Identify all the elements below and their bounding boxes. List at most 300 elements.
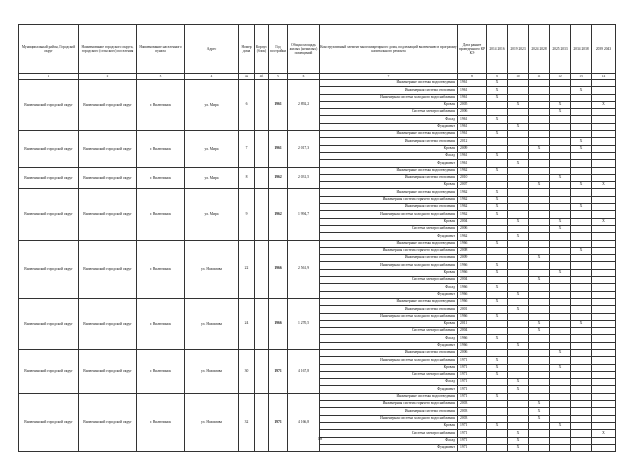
period-mark-cell bbox=[571, 291, 592, 298]
period-mark-cell bbox=[550, 408, 571, 415]
repair-date-cell: 1971 bbox=[458, 444, 487, 451]
period-mark-cell bbox=[571, 313, 592, 320]
repair-date-cell: 1966 bbox=[458, 291, 487, 298]
repair-date-cell: 1961 bbox=[458, 116, 487, 123]
repair-date-cell: 2003 bbox=[458, 401, 487, 408]
period-mark-cell: X bbox=[487, 284, 508, 291]
period-mark-cell bbox=[592, 138, 616, 145]
period-mark-cell bbox=[487, 444, 508, 451]
period-mark-cell bbox=[508, 152, 529, 159]
element-name-cell: Инженерные системы водоотведения bbox=[320, 240, 458, 247]
block-cell bbox=[255, 167, 269, 189]
build-year-cell: 1971 bbox=[269, 349, 288, 393]
period-mark-cell bbox=[487, 160, 508, 167]
period-mark-cell bbox=[529, 444, 550, 451]
period-mark-cell bbox=[529, 218, 550, 225]
period-mark-cell bbox=[508, 182, 529, 189]
repair-date-cell: 2006 bbox=[458, 109, 487, 116]
table-row bbox=[19, 189, 616, 196]
period-mark-cell bbox=[592, 116, 616, 123]
period-mark-cell bbox=[487, 415, 508, 422]
period-mark-cell bbox=[508, 401, 529, 408]
period-mark-cell bbox=[550, 123, 571, 130]
period-mark-cell bbox=[508, 94, 529, 101]
period-mark-cell bbox=[529, 80, 550, 87]
period-mark-cell: X bbox=[571, 182, 592, 189]
period-mark-cell bbox=[550, 284, 571, 291]
period-mark-cell bbox=[550, 80, 571, 87]
build-year-cell: 1966 bbox=[269, 240, 288, 298]
period-mark-cell bbox=[550, 196, 571, 203]
period-mark-cell bbox=[592, 160, 616, 167]
repair-date-cell: 1962 bbox=[458, 211, 487, 218]
period-mark-cell: X bbox=[487, 371, 508, 378]
block-cell bbox=[255, 80, 269, 131]
period-mark-cell bbox=[571, 306, 592, 313]
period-mark-cell bbox=[508, 167, 529, 174]
period-mark-cell bbox=[571, 422, 592, 429]
period-mark-cell bbox=[508, 313, 529, 320]
period-mark-cell bbox=[571, 189, 592, 196]
period-mark-cell: X bbox=[592, 182, 616, 189]
period-mark-cell bbox=[571, 298, 592, 305]
period-mark-cell bbox=[592, 335, 616, 342]
period-mark-cell bbox=[571, 218, 592, 225]
period-mark-cell bbox=[571, 371, 592, 378]
column-header: Адрес bbox=[185, 25, 239, 74]
element-name-cell: Фундамент bbox=[320, 160, 458, 167]
period-mark-cell: X bbox=[508, 123, 529, 130]
capital-repair-table bbox=[18, 24, 616, 452]
period-mark-cell bbox=[529, 240, 550, 247]
column-header: 2024 2028 bbox=[529, 25, 550, 74]
column-header: 2039 2043 bbox=[592, 25, 616, 74]
district-cell: Вилючинский городской округ bbox=[19, 393, 79, 451]
period-mark-cell: X bbox=[571, 145, 592, 152]
block-cell bbox=[255, 393, 269, 451]
period-mark-cell bbox=[592, 393, 616, 400]
repair-date-cell: 1971 bbox=[458, 371, 487, 378]
period-mark-cell bbox=[571, 233, 592, 240]
period-mark-cell bbox=[487, 291, 508, 298]
period-mark-cell bbox=[508, 393, 529, 400]
column-header: Муниципальный район, Городской округ bbox=[19, 25, 79, 74]
period-mark-cell bbox=[592, 364, 616, 371]
repair-date-cell: 2007 bbox=[458, 182, 487, 189]
period-mark-cell: X bbox=[529, 182, 550, 189]
period-mark-cell bbox=[550, 240, 571, 247]
period-mark-cell bbox=[571, 349, 592, 356]
house-number-cell: 32 bbox=[239, 393, 255, 451]
repair-date-cell: 2001 bbox=[458, 306, 487, 313]
period-mark-cell bbox=[529, 189, 550, 196]
repair-date-cell: 2004 bbox=[458, 328, 487, 335]
element-name-cell: Инженерная система отопления bbox=[320, 255, 458, 262]
address-cell: ул. Нахимова bbox=[185, 240, 239, 298]
period-mark-cell bbox=[571, 408, 592, 415]
period-mark-cell: X bbox=[487, 152, 508, 159]
element-name-cell: Инженерные системы водоотведения bbox=[320, 298, 458, 305]
period-mark-cell bbox=[592, 262, 616, 269]
column-number: 9 bbox=[487, 74, 508, 80]
settlement-cell: Вилючинский городской округ bbox=[79, 189, 137, 240]
element-name-cell: Фундамент bbox=[320, 342, 458, 349]
period-mark-cell bbox=[487, 123, 508, 130]
period-mark-cell: X bbox=[487, 94, 508, 101]
locality-cell: г. Вилючинск bbox=[137, 189, 185, 240]
period-mark-cell bbox=[592, 211, 616, 218]
period-mark-cell bbox=[550, 320, 571, 327]
repair-date-cell: 1971 bbox=[458, 379, 487, 386]
period-mark-cell: X bbox=[550, 174, 571, 181]
period-mark-cell bbox=[592, 80, 616, 87]
period-mark-cell bbox=[571, 401, 592, 408]
header-row bbox=[19, 25, 616, 74]
period-mark-cell: X bbox=[487, 357, 508, 364]
area-cell: 2 892,2 bbox=[288, 80, 320, 131]
element-name-cell: Инженерная система отопления bbox=[320, 87, 458, 94]
period-mark-cell bbox=[529, 160, 550, 167]
column-header: Номер дома bbox=[239, 25, 255, 74]
period-mark-cell bbox=[487, 328, 508, 335]
column-header: Конструктивный элемент многоквартирного дома, подлежащий включению в программу капитального ремонта bbox=[320, 25, 458, 74]
period-mark-cell bbox=[508, 255, 529, 262]
locality-cell: г. Вилючинск bbox=[137, 349, 185, 393]
repair-date-cell: 2003 bbox=[458, 408, 487, 415]
area-cell: 4 167,8 bbox=[288, 349, 320, 393]
address-cell: ул. Мира bbox=[185, 131, 239, 167]
period-mark-cell bbox=[487, 138, 508, 145]
period-mark-cell bbox=[508, 408, 529, 415]
repair-date-cell: 1966 bbox=[458, 342, 487, 349]
period-mark-cell bbox=[487, 379, 508, 386]
column-header: 2014 2016 bbox=[487, 25, 508, 74]
repair-date-cell: 1971 bbox=[458, 364, 487, 371]
block-cell bbox=[255, 349, 269, 393]
repair-date-cell: 1966 bbox=[458, 335, 487, 342]
repair-date-cell: 1961 bbox=[458, 152, 487, 159]
period-mark-cell bbox=[592, 379, 616, 386]
period-mark-cell bbox=[550, 291, 571, 298]
element-name-cell: Система электроснабжения bbox=[320, 225, 458, 232]
district-cell: Вилючинский городской округ bbox=[19, 189, 79, 240]
repair-date-cell: 1971 bbox=[458, 386, 487, 393]
element-name-cell: Фасад bbox=[320, 437, 458, 444]
build-year-cell: 1961 bbox=[269, 131, 288, 167]
repair-date-cell: 2010 bbox=[458, 174, 487, 181]
period-mark-cell bbox=[508, 145, 529, 152]
column-number: 4 bbox=[185, 74, 239, 80]
period-mark-cell bbox=[508, 196, 529, 203]
column-header: 2019 2023 bbox=[508, 25, 529, 74]
period-mark-cell bbox=[529, 422, 550, 429]
element-name-cell: Инженерные системы водоотведения bbox=[320, 80, 458, 87]
period-mark-cell: X bbox=[487, 131, 508, 138]
block-cell bbox=[255, 298, 269, 349]
element-name-cell: Кровля bbox=[320, 218, 458, 225]
repair-date-cell: 1961 bbox=[458, 94, 487, 101]
period-mark-cell: X bbox=[487, 298, 508, 305]
element-name-cell: Кровля bbox=[320, 269, 458, 276]
district-cell: Вилючинский городской округ bbox=[19, 298, 79, 349]
period-mark-cell bbox=[508, 298, 529, 305]
period-mark-cell bbox=[592, 357, 616, 364]
period-mark-cell: X bbox=[487, 204, 508, 211]
period-mark-cell bbox=[508, 357, 529, 364]
settlement-cell: Вилючинский городской округ bbox=[79, 131, 137, 167]
period-mark-cell bbox=[592, 240, 616, 247]
period-mark-cell bbox=[529, 116, 550, 123]
period-mark-cell bbox=[508, 277, 529, 284]
period-mark-cell: X bbox=[487, 189, 508, 196]
period-mark-cell: X bbox=[487, 313, 508, 320]
element-name-cell: Инженерная система холодного водоснабжения bbox=[320, 415, 458, 422]
element-name-cell: Инженерная система отопления bbox=[320, 349, 458, 356]
period-mark-cell: X bbox=[571, 204, 592, 211]
period-mark-cell bbox=[571, 284, 592, 291]
period-mark-cell bbox=[487, 320, 508, 327]
repair-date-cell: 1966 bbox=[458, 262, 487, 269]
column-number: 5 bbox=[269, 74, 288, 80]
period-mark-cell bbox=[550, 167, 571, 174]
area-cell: 1 270,5 bbox=[288, 298, 320, 349]
period-mark-cell bbox=[571, 80, 592, 87]
period-mark-cell bbox=[529, 225, 550, 232]
period-mark-cell: X bbox=[508, 291, 529, 298]
period-mark-cell bbox=[529, 298, 550, 305]
period-mark-cell bbox=[487, 255, 508, 262]
period-mark-cell bbox=[550, 247, 571, 254]
column-header: Год постройки bbox=[269, 25, 288, 74]
table-row bbox=[19, 167, 616, 174]
column-number: 12 bbox=[550, 74, 571, 80]
period-mark-cell bbox=[571, 225, 592, 232]
table-row bbox=[19, 240, 616, 247]
period-mark-cell bbox=[508, 116, 529, 123]
repair-date-cell: 1961 bbox=[458, 123, 487, 130]
period-mark-cell bbox=[592, 415, 616, 422]
period-mark-cell bbox=[487, 277, 508, 284]
period-mark-cell bbox=[529, 167, 550, 174]
period-mark-cell: X bbox=[508, 444, 529, 451]
period-mark-cell bbox=[571, 393, 592, 400]
period-mark-cell bbox=[592, 291, 616, 298]
period-mark-cell bbox=[571, 262, 592, 269]
period-mark-cell bbox=[529, 211, 550, 218]
period-mark-cell bbox=[508, 328, 529, 335]
area-cell: 4 166,8 bbox=[288, 393, 320, 451]
period-mark-cell bbox=[571, 415, 592, 422]
period-mark-cell bbox=[550, 371, 571, 378]
column-number: 7 bbox=[320, 74, 458, 80]
period-mark-cell bbox=[487, 386, 508, 393]
period-mark-cell bbox=[508, 247, 529, 254]
period-mark-cell bbox=[508, 174, 529, 181]
period-mark-cell bbox=[571, 357, 592, 364]
element-name-cell: Кровля bbox=[320, 320, 458, 327]
period-mark-cell bbox=[592, 94, 616, 101]
period-mark-cell bbox=[550, 233, 571, 240]
period-mark-cell bbox=[592, 306, 616, 313]
period-mark-cell bbox=[508, 364, 529, 371]
period-mark-cell bbox=[508, 211, 529, 218]
period-mark-cell bbox=[592, 87, 616, 94]
period-mark-cell bbox=[508, 415, 529, 422]
element-name-cell: Инженерная система отопления bbox=[320, 138, 458, 145]
area-cell: 2 561,9 bbox=[288, 240, 320, 298]
block-cell bbox=[255, 240, 269, 298]
element-name-cell: Инженерная система холодного водоснабжения bbox=[320, 357, 458, 364]
settlement-cell: Вилючинский городской округ bbox=[79, 393, 137, 451]
column-number: 13 bbox=[571, 74, 592, 80]
period-mark-cell bbox=[487, 218, 508, 225]
period-mark-cell bbox=[529, 269, 550, 276]
element-name-cell: Кровля bbox=[320, 364, 458, 371]
column-number: 1 bbox=[19, 74, 79, 80]
period-mark-cell: X bbox=[550, 349, 571, 356]
period-mark-cell: X bbox=[529, 401, 550, 408]
period-mark-cell: X bbox=[508, 233, 529, 240]
period-mark-cell: X bbox=[529, 145, 550, 152]
repair-date-cell: 1962 bbox=[458, 233, 487, 240]
repair-date-cell: 1966 bbox=[458, 269, 487, 276]
period-mark-cell bbox=[508, 138, 529, 145]
period-mark-cell: X bbox=[529, 320, 550, 327]
period-mark-cell: X bbox=[529, 408, 550, 415]
period-mark-cell: X bbox=[487, 240, 508, 247]
period-mark-cell bbox=[550, 401, 571, 408]
period-mark-cell: X bbox=[571, 247, 592, 254]
period-mark-cell bbox=[487, 342, 508, 349]
locality-cell: г. Вилючинск bbox=[137, 393, 185, 451]
period-mark-cell bbox=[550, 306, 571, 313]
period-mark-cell bbox=[571, 255, 592, 262]
period-mark-cell: X bbox=[550, 422, 571, 429]
period-mark-cell bbox=[508, 204, 529, 211]
repair-date-cell: 1962 bbox=[458, 167, 487, 174]
period-mark-cell bbox=[487, 306, 508, 313]
period-mark-cell bbox=[508, 131, 529, 138]
period-mark-cell bbox=[550, 138, 571, 145]
period-mark-cell bbox=[529, 306, 550, 313]
period-mark-cell: X bbox=[487, 80, 508, 87]
period-mark-cell bbox=[550, 313, 571, 320]
repair-date-cell: 1962 bbox=[458, 189, 487, 196]
period-mark-cell bbox=[571, 196, 592, 203]
repair-date-cell: 1961 bbox=[458, 131, 487, 138]
column-header: Корпус (блок) bbox=[255, 25, 269, 74]
repair-date-cell: 2006 bbox=[458, 225, 487, 232]
period-mark-cell bbox=[592, 247, 616, 254]
column-number: 4б bbox=[255, 74, 269, 80]
period-mark-cell bbox=[592, 342, 616, 349]
period-mark-cell: X bbox=[508, 306, 529, 313]
period-mark-cell bbox=[487, 182, 508, 189]
period-mark-cell bbox=[571, 335, 592, 342]
period-mark-cell: X bbox=[550, 364, 571, 371]
period-mark-cell bbox=[592, 444, 616, 451]
column-header: 2025 2033 bbox=[550, 25, 571, 74]
period-mark-cell bbox=[592, 145, 616, 152]
period-mark-cell bbox=[487, 349, 508, 356]
period-mark-cell bbox=[550, 262, 571, 269]
period-mark-cell: X bbox=[529, 255, 550, 262]
period-mark-cell bbox=[529, 364, 550, 371]
period-mark-cell bbox=[529, 335, 550, 342]
period-mark-cell bbox=[550, 328, 571, 335]
column-header: Наименование городского округа, городского (сельского) поселения bbox=[79, 25, 137, 74]
element-name-cell: Система электроснабжения bbox=[320, 277, 458, 284]
house-number-cell: 6 bbox=[239, 80, 255, 131]
element-name-cell: Кровля bbox=[320, 422, 458, 429]
period-mark-cell: X bbox=[529, 415, 550, 422]
period-mark-cell bbox=[550, 255, 571, 262]
period-mark-cell bbox=[529, 284, 550, 291]
settlement-cell: Вилючинский городской округ bbox=[79, 167, 137, 189]
period-mark-cell bbox=[592, 277, 616, 284]
period-mark-cell bbox=[571, 123, 592, 130]
locality-cell: г. Вилючинск bbox=[137, 80, 185, 131]
element-name-cell: Инженерная система горячего водоснабжения bbox=[320, 401, 458, 408]
period-mark-cell bbox=[508, 189, 529, 196]
period-mark-cell: X bbox=[487, 364, 508, 371]
area-cell: 2 017,3 bbox=[288, 131, 320, 167]
element-name-cell: Инженерные системы водоотведения bbox=[320, 393, 458, 400]
period-mark-cell bbox=[550, 335, 571, 342]
period-mark-cell bbox=[571, 116, 592, 123]
period-mark-cell bbox=[592, 408, 616, 415]
element-name-cell: Кровля bbox=[320, 101, 458, 108]
repair-date-cell: 1961 bbox=[458, 87, 487, 94]
repair-date-cell: 1966 bbox=[458, 240, 487, 247]
element-name-cell: Фундамент bbox=[320, 291, 458, 298]
build-year-cell: 1971 bbox=[269, 393, 288, 451]
element-name-cell: Система электроснабжения bbox=[320, 430, 458, 437]
period-mark-cell bbox=[592, 225, 616, 232]
column-header: Наименование населенного пункта bbox=[137, 25, 185, 74]
period-mark-cell bbox=[529, 393, 550, 400]
period-mark-cell bbox=[592, 401, 616, 408]
period-mark-cell bbox=[529, 152, 550, 159]
period-mark-cell: X bbox=[487, 196, 508, 203]
block-cell bbox=[255, 189, 269, 240]
repair-date-cell: 2011 bbox=[458, 320, 487, 327]
period-mark-cell bbox=[550, 87, 571, 94]
period-mark-cell bbox=[592, 320, 616, 327]
period-mark-cell: X bbox=[487, 269, 508, 276]
period-mark-cell: X bbox=[508, 437, 529, 444]
period-mark-cell bbox=[529, 94, 550, 101]
repair-date-cell: 2009 bbox=[458, 145, 487, 152]
period-mark-cell bbox=[592, 233, 616, 240]
house-number-cell: 22 bbox=[239, 240, 255, 298]
period-mark-cell bbox=[487, 101, 508, 108]
period-mark-cell bbox=[529, 371, 550, 378]
period-mark-cell bbox=[592, 123, 616, 130]
period-mark-cell bbox=[529, 138, 550, 145]
period-mark-cell bbox=[592, 298, 616, 305]
period-mark-cell: X bbox=[487, 422, 508, 429]
period-mark-cell bbox=[571, 269, 592, 276]
repair-date-cell: 2006 bbox=[458, 349, 487, 356]
house-number-cell: 7 bbox=[239, 131, 255, 167]
element-name-cell: Инженерные системы водоотведения bbox=[320, 131, 458, 138]
period-mark-cell bbox=[571, 174, 592, 181]
period-mark-cell bbox=[529, 196, 550, 203]
element-name-cell: Инженерные системы водоотведения bbox=[320, 189, 458, 196]
period-mark-cell: X bbox=[487, 211, 508, 218]
repair-date-cell: 2004 bbox=[458, 277, 487, 284]
